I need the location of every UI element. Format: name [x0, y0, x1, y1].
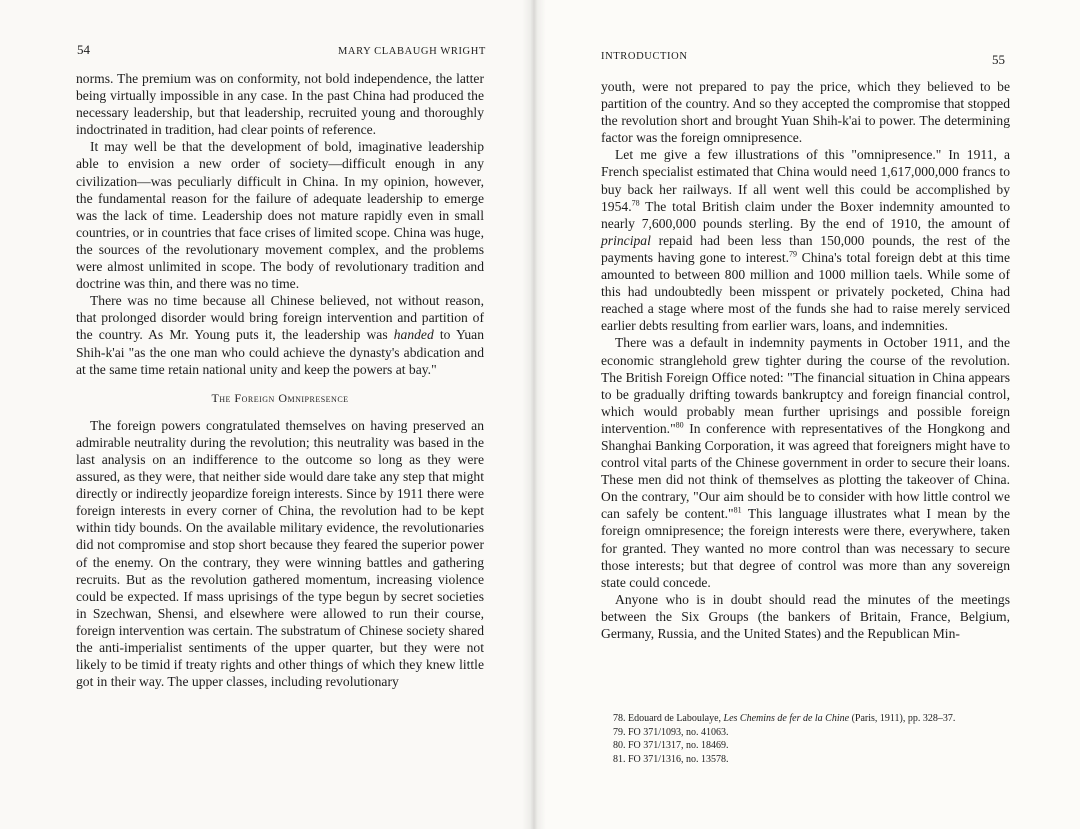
footnote-ref-79[interactable]: 79 — [789, 249, 797, 259]
footnote-ref-81[interactable]: 81 — [733, 505, 742, 515]
right-p2-emphasis: principal — [601, 232, 651, 248]
left-page-number: 54 — [77, 42, 90, 57]
footnote-78-text-a: 78. Edouard de Laboulaye, — [613, 713, 724, 724]
right-paragraph-2 — [601, 146, 1010, 334]
footnote-78-title: Les Chemins de fer de la Chine — [723, 713, 850, 724]
right-paragraph-4: Anyone who is in doubt should read the minutes of the meetings between the Six Groups (the bankers of Britain, France, Belgium, Germany, Russia, and the United States) and the Republican Min- — [601, 591, 1010, 641]
right-p2-text-d: China's total foreign debt at this time amounted to between 800 million and 1000 million taels. While some of this had undoubtedly been misspent or privately pocketed, China had reached a stage where most of the funds she had to raise merely serviced earlier debts resulting from earlier wars, loans, and indemnities. — [601, 249, 1010, 334]
left-running-head: MARY CLABAUGH WRIGHT — [338, 46, 486, 57]
right-running-head: INTRODUCTION — [601, 51, 688, 62]
left-page — [0, 0, 532, 829]
right-paragraph-1: youth, were not prepared to pay the price, which they believed to be partition of the country. And so they accepted the compromise that stopped the revolution short and brought Yuan Shih-k'ai to power. The determining factor was the foreign omnipresence. — [601, 79, 1010, 146]
footnote-80: 80. FO 371/1317, no. 18469. — [613, 740, 729, 751]
right-p2-text-a: Let me give a few illustrations of this "omnipresence." In 1911, a French specialist estimated that China would need 1,617,000,000 francs to buy back her railways. If all went well this could be accomplished by 1954. — [601, 147, 1010, 214]
left-paragraph-3 — [76, 292, 484, 377]
footnote-81: 81. FO 371/1316, no. 13578. — [613, 753, 729, 765]
left-p3-text-b: to Yuan Shih-k'ai "as the one man who could achieve the dynasty's abdication and at the same time retain national unity and keep the powers at bay." — [76, 327, 484, 377]
left-body-text — [76, 70, 484, 690]
footnote-ref-80[interactable]: 80 — [675, 420, 684, 430]
footnote-79: 79. FO 371/1093, no. 41063. — [613, 726, 729, 738]
footnote-78-text-b: (Paris, 1911), pp. 328–37. — [849, 713, 956, 724]
footnote-78 — [601, 712, 1010, 726]
footnotes — [601, 712, 1010, 766]
right-page-number: 55 — [992, 52, 1005, 67]
right-p2-text-c: repaid had been less than 150,000 pounds, the rest of the payments having gone to interest. — [601, 232, 1010, 265]
left-p3-emphasis: handed — [393, 327, 434, 343]
right-body-text — [601, 78, 1010, 642]
right-paragraph-3 — [601, 334, 1010, 590]
left-paragraph-2: It may well be that the development of bold, imaginative leadership able to envision a new order of society—difficult enough in any civilization—was peculiarly difficult in China. In my opinion, however, the fundamental reason for the failure of adequate leadership to emerge was the lack of time. Leadership does not mature rapidly even in small countries, or in countries that face crises of limited scope. China was huge, the sources of the revolutionary movement complex, and the problems were almost unlimited in scope. The body of revolutionary tradition and doctrine was thin, and there was no time. — [76, 139, 484, 292]
right-p3-text-a: There was a default in indemnity payments in October 1911, and the economic stranglehold grew tighter during the course of the revolution. The British Foreign Office noted: "The financial situation in China appears to be gradually drifting towards bankruptcy and foreign financial control, which would probably mean further uprisings and possible foreign intervention." — [601, 335, 1010, 436]
section-heading: The Foreign Omnipresence — [211, 390, 349, 405]
book-gutter — [522, 0, 546, 829]
right-p3-text-b: In conference with representatives of the Hongkong and Shanghai Banking Corporation, it was agreed that foreigners might have to control vital parts of the Chinese government in order to secure their loans. These men did not think of themselves as plotting the takeover of China. On the contrary, "Our aim should be to consider with how little control we can safely be content." — [601, 420, 1010, 522]
left-p3-text-a: There was no time because all Chinese believed, not without reason, that prolonged disorder would bring foreign intervention and partition of the country. As Mr. Young puts it, the leadership was — [76, 293, 484, 343]
left-paragraph-4: The foreign powers congratulated themselves on having preserved an admirable neutrality during the revolution; this neutrality was based in the last analysis on an indifference to the outcome so long as they were assured, as they were, that neither side would dare take any step that might directly or indirectly jeopardize foreign interests. Since by 1911 there were foreign interests in every corner of China, the revolution had to be kept within tidy bounds. On the available military evidence, the revolutionaries did not compromise and stop short because they feared the superior power of the enemy. On the contrary, they were winning battles and gathering recruits. But as the revolution gathered momentum, increasing violence could be expected. If mass uprisings of the type begun by secret societies in Szechwan, Shensi, and elsewhere were allowed to run their course, foreign intervention was certain. The substratum of Chinese society shared the anti-imperialist sentiments of the upper quarter, but they were not likely to be timid if treaty rights and other things of which they knew little got in their way. The upper classes, including revolutionary — [76, 417, 484, 690]
footnote-ref-78[interactable]: 78 — [631, 198, 640, 208]
right-page — [532, 0, 1080, 829]
left-paragraph-1: norms. The premium was on conformity, not bold independence, the latter being virtually impossible in any case. In the past China had produced the necessary leadership, but that leadership, recruited young and thoroughly indoctrinated in tradition, had clear points of reference. — [76, 71, 484, 138]
right-p3-text-c: This language illustrates what I mean by the foreign omnipresence; the foreign interests were there, everywhere, taken for granted. They wanted no more control than was necessary to secure those interests; but that degree of control was more than any sovereign state could concede. — [601, 506, 1011, 590]
right-p2-text-b: The total British claim under the Boxer indemnity amounted to nearly 7,600,000 pounds sterling. By the end of 1910, the amount of — [601, 198, 1010, 231]
